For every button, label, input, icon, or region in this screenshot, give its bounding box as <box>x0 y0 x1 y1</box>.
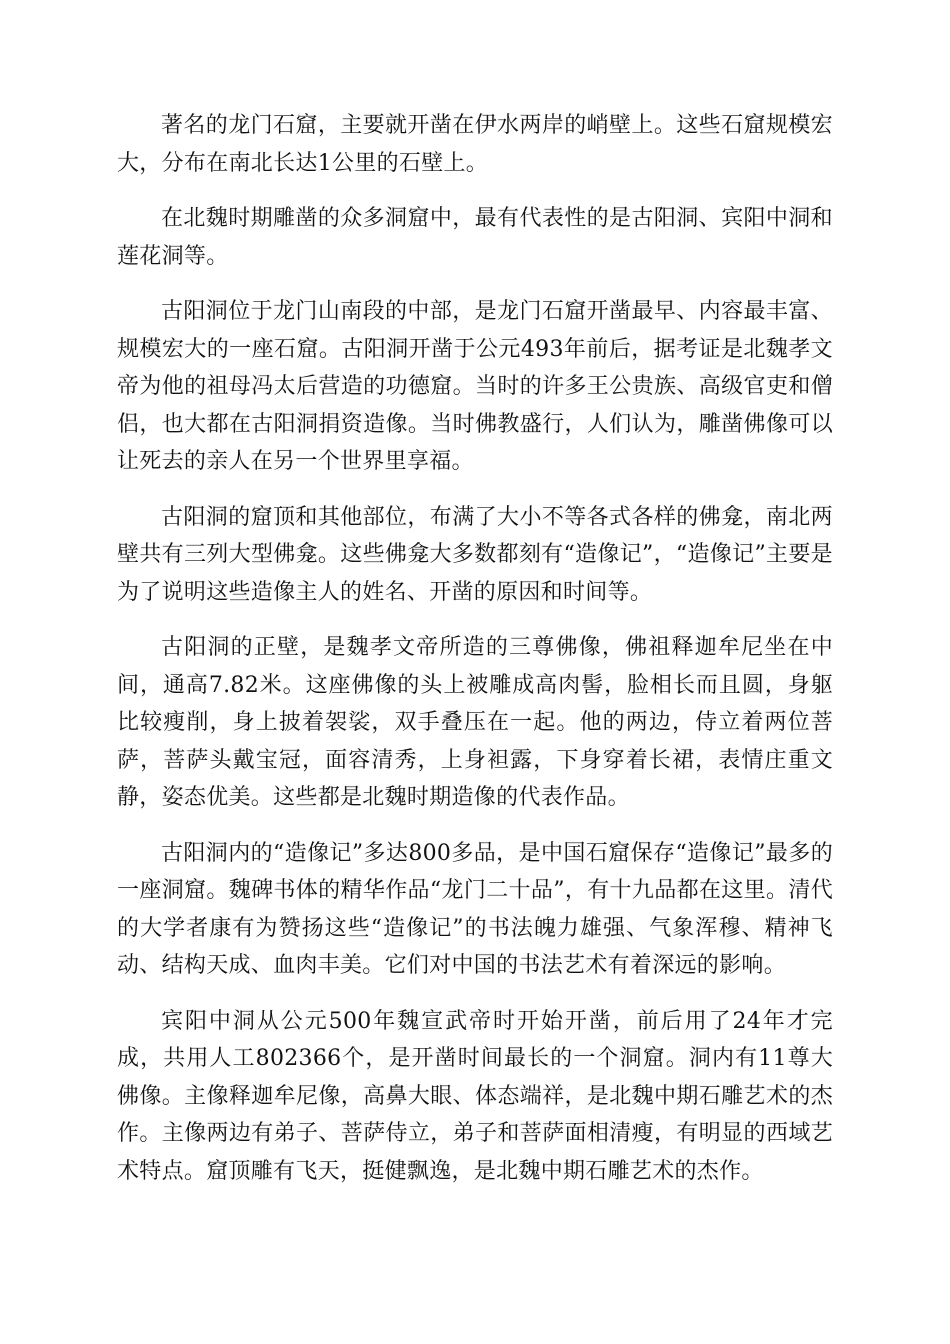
paragraph-3: 古阳洞位于龙门山南段的中部，是龙门石窟开凿最早、内容最丰富、规模宏大的一座石窟。古阳洞开凿于公元493年前后，据考证是北魏孝文帝为他的祖母冯太后营造的功德窟。当时的许多王公贵族、高级官吏和僧侣，也大都在古阳洞捐资造像。当时佛教盛行，人们认为，雕凿佛像可以让死去的亲人在另一个世界里享福。 <box>117 299 833 474</box>
paragraph-7: 宾阳中洞从公元500年魏宣武帝时开始开凿，前后用了24年才完成，共用人工802366个，是开凿时间最长的一个洞窟。洞内有11尊大佛像。主像释迦牟尼像，高鼻大眼、体态端祥，是北魏中期石雕艺术的杰作。主像两边有弟子、菩萨侍立，弟子和菩萨面相清瘦，有明显的西域艺术特点。窟顶雕有飞天，挺健飘逸，是北魏中期石雕艺术的杰作。 <box>117 1008 833 1184</box>
paragraph-5: 古阳洞的正壁，是魏孝文帝所造的三尊佛像，佛祖释迦牟尼坐在中间，通高7.82米。这座佛像的头上被雕成高肉髻，脸相长而且圆，身躯比较瘦削，身上披着袈裟，双手叠压在一起。他的两边，侍立着两位菩萨，菩萨头戴宝冠，面容清秀，上身袒露，下身穿着长裙，表情庄重文静，姿态优美。这些都是北魏时期造像的代表作品。 <box>117 635 833 810</box>
document-body <box>117 107 833 1208</box>
paragraph-1: 著名的龙门石窟，主要就开凿在伊水两岸的峭壁上。这些石窟规模宏大，分布在南北长达1公里的石壁上。 <box>117 113 833 176</box>
paragraph-2: 在北魏时期雕凿的众多洞窟中，最有代表性的是古阳洞、宾阳中洞和莲花洞等。 <box>117 206 833 269</box>
paragraph-6: 古阳洞内的“造像记”多达800多品，是中国石窟保存“造像记”最多的一座洞窟。魏碑书体的精华作品“龙门二十品”，有十九品都在这里。清代的大学者康有为赞扬这些“造像记”的书法魄力雄强、气象浑穆、精神飞动、结构天成、血肉丰美。它们对中国的书法艺术有着深远的影响。 <box>117 840 833 978</box>
paragraph-4: 古阳洞的窟顶和其他部位，布满了大小不等各式各样的佛龛，南北两壁共有三列大型佛龛。这些佛龛大多数都刻有“造像记”，“造像记”主要是为了说明这些造像主人的姓名、开凿的原因和时间等。 <box>117 504 833 605</box>
